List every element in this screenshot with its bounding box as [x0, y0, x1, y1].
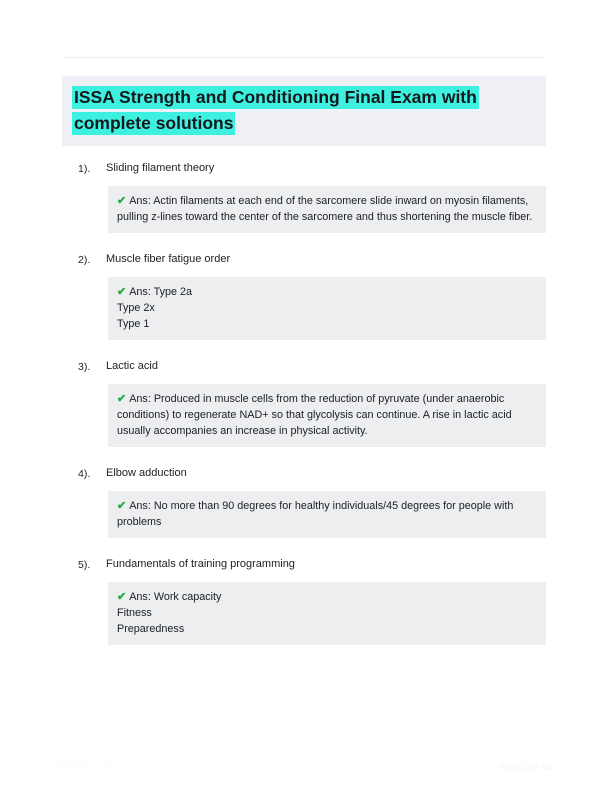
answer-box: [108, 384, 546, 447]
question-row: [0, 251, 606, 268]
answer-line: Preparedness: [117, 623, 185, 635]
question-row: [0, 160, 606, 177]
answer-text: Ans: Type 2a: [129, 286, 193, 298]
document-title: ISSA Strength and Conditioning Final Exam with complete solutions: [74, 87, 477, 133]
answer-line: Type 1: [117, 318, 150, 330]
answer-line: Fitness: [117, 607, 152, 619]
question-text: Sliding filament theory: [106, 162, 215, 174]
question-number: 5).: [78, 559, 91, 571]
answer-line: [117, 498, 537, 530]
footer-watermark: PaperStic.com: [52, 762, 114, 772]
document-title-band: [62, 76, 546, 146]
question-row: [0, 358, 606, 375]
question-item: [0, 358, 606, 447]
answer-text: Ans: Produced in muscle cells from the reduction of pyruvate (under anaerobic conditions) to regenerate NAD+ so that glycolysis can continue. A rise in lactic acid usually accompanies an increase in physical activity.: [117, 393, 512, 437]
answer-box: [108, 277, 546, 340]
answer-box: [108, 186, 546, 233]
check-mark-icon: ✔: [117, 195, 127, 207]
question-row: [0, 465, 606, 482]
question-text: Lactic acid: [106, 360, 158, 372]
check-mark-icon: ✔: [117, 591, 127, 603]
question-text: Elbow adduction: [106, 467, 187, 479]
question-number: 1).: [78, 163, 91, 175]
answer-line: [117, 193, 537, 225]
answer-text: Ans: Actin filaments at each end of the sarcomere slide inward on myosin filaments, pulling z-lines toward the center of the sarcomere and thus shortening the muscle fiber.: [117, 195, 533, 223]
question-number: 4).: [78, 468, 91, 480]
question-item: [0, 251, 606, 340]
question-item: [0, 465, 606, 538]
answer-box: [108, 491, 546, 538]
question-text: Muscle fiber fatigue order: [106, 253, 231, 265]
answer-text: Ans: No more than 90 degrees for healthy individuals/45 degrees for people with problems: [117, 500, 514, 528]
check-mark-icon: ✔: [117, 286, 127, 298]
answer-line: [117, 284, 537, 300]
question-item: [0, 160, 606, 233]
questions-list: [0, 160, 606, 663]
header-divider: [62, 57, 546, 58]
answer-text: Ans: Work capacity: [129, 591, 222, 603]
answer-box: [108, 582, 546, 645]
check-mark-icon: ✔: [117, 393, 127, 405]
answer-line: [117, 391, 537, 439]
answer-line: [117, 589, 537, 605]
question-number: 3).: [78, 361, 91, 373]
answer-line: Type 2x: [117, 302, 155, 314]
footer-page-number: Page 1 of 49: [498, 762, 552, 773]
check-mark-icon: ✔: [117, 500, 127, 512]
question-text: Fundamentals of training programming: [106, 558, 295, 570]
question-row: [0, 556, 606, 573]
question-item: [0, 556, 606, 645]
question-number: 2).: [78, 254, 91, 266]
